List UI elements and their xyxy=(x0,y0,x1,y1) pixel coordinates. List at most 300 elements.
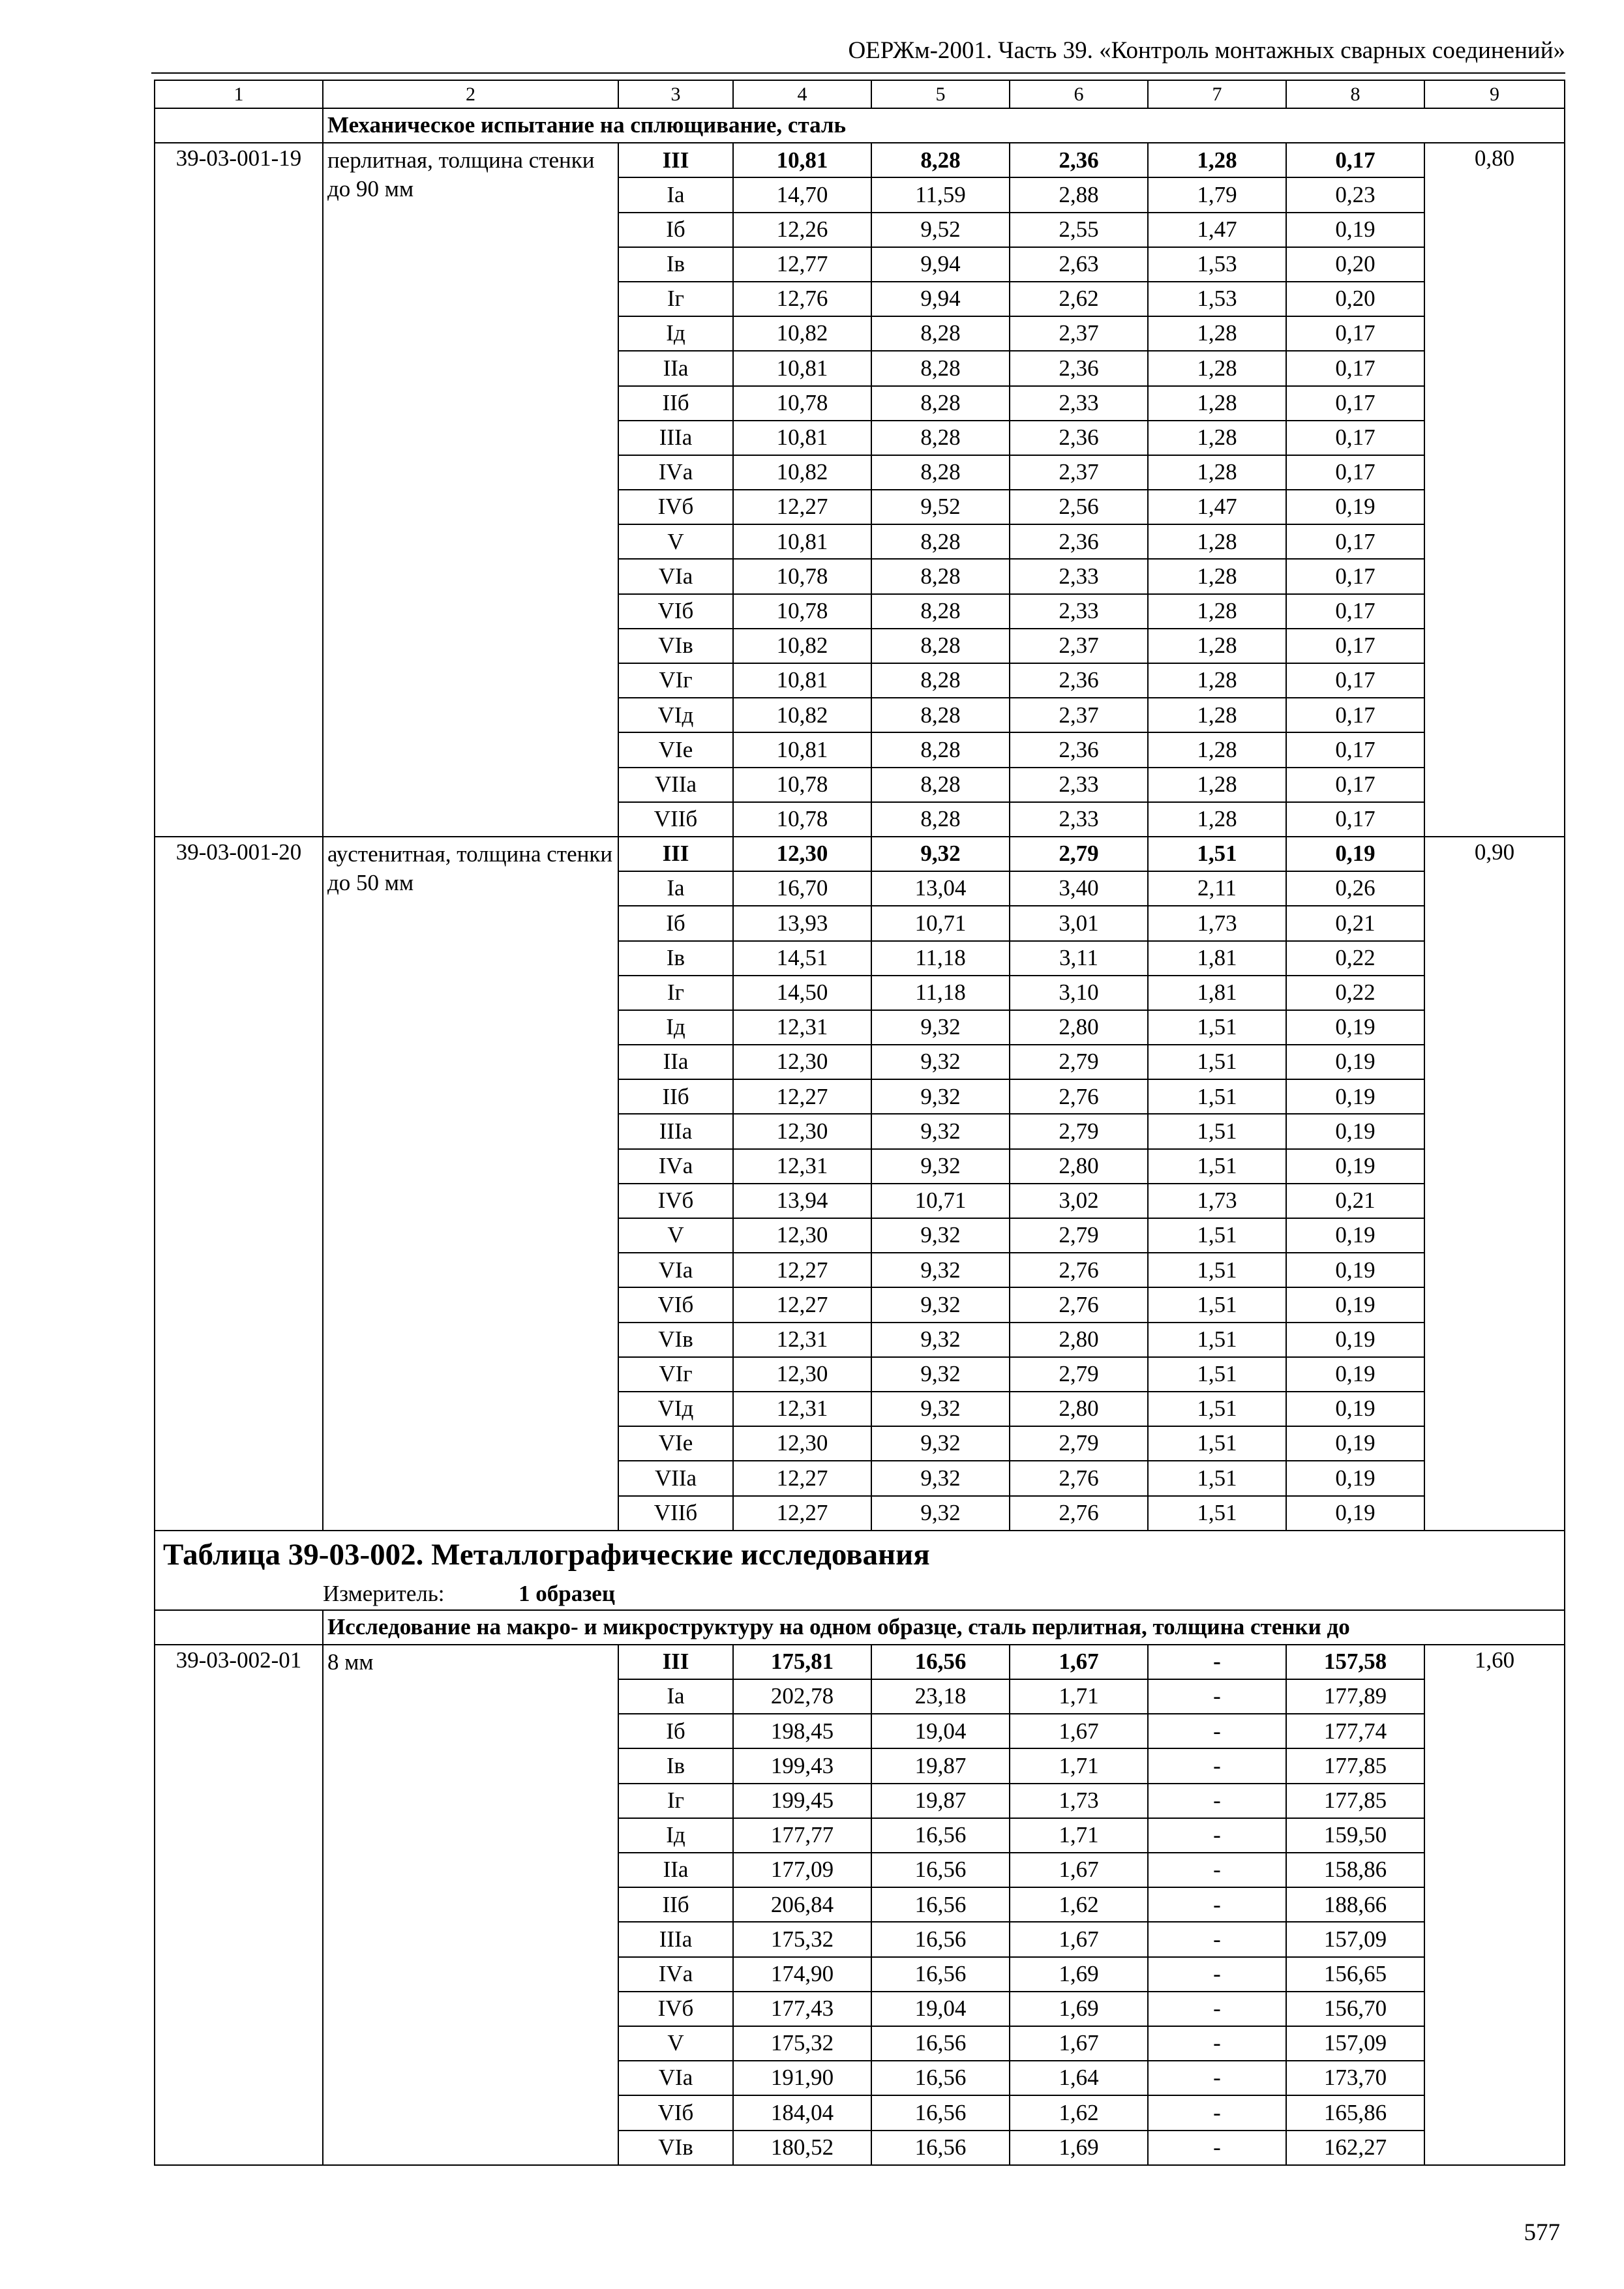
zone-cell: VIв xyxy=(618,629,733,663)
zone-cell: Iг xyxy=(618,1784,733,1818)
value-cell: 19,04 xyxy=(871,1714,1010,1748)
value-cell: 2,63 xyxy=(1010,247,1148,282)
price-table xyxy=(154,80,1565,2166)
value-cell: 9,32 xyxy=(871,1323,1010,1357)
zone-cell: VIд xyxy=(618,1392,733,1426)
value-cell: 3,11 xyxy=(1010,941,1148,976)
value-cell: 0,17 xyxy=(1286,524,1424,559)
zone-cell: VIв xyxy=(618,1323,733,1357)
value-cell: 1,28 xyxy=(1148,594,1286,629)
value-cell: - xyxy=(1148,1957,1286,1992)
value-cell: 177,09 xyxy=(733,1853,871,1887)
value-cell: 158,86 xyxy=(1286,1853,1424,1887)
value-cell: 10,82 xyxy=(733,455,871,490)
value-cell: 23,18 xyxy=(871,1679,1010,1714)
value-cell: 0,22 xyxy=(1286,976,1424,1010)
zone-cell: VIг xyxy=(618,663,733,698)
value-cell: 2,37 xyxy=(1010,455,1148,490)
value-cell: 2,36 xyxy=(1010,732,1148,767)
column-number-row xyxy=(155,80,1565,108)
value-cell: 10,81 xyxy=(733,732,871,767)
value-cell: 9,94 xyxy=(871,247,1010,282)
zone-cell: IIб xyxy=(618,1079,733,1114)
value-cell: - xyxy=(1148,2131,1286,2165)
value-cell: - xyxy=(1148,2061,1286,2095)
value-cell: 16,56 xyxy=(871,1818,1010,1853)
value-cell: 3,10 xyxy=(1010,976,1148,1010)
value-cell: 14,70 xyxy=(733,177,871,212)
value-cell: 10,78 xyxy=(733,768,871,802)
value-cell: 1,47 xyxy=(1148,490,1286,524)
section-title: Исследование на макро- и микроструктуру на одном образце, сталь перлитная, толщина стенки до xyxy=(323,1610,1565,1645)
value-cell: 0,19 xyxy=(1286,837,1424,871)
value-cell: 199,43 xyxy=(733,1748,871,1783)
value-cell: 10,81 xyxy=(733,663,871,698)
value-cell: 0,17 xyxy=(1286,768,1424,802)
value-cell: 0,20 xyxy=(1286,282,1424,316)
value-cell: 1,28 xyxy=(1148,802,1286,837)
value-cell: 1,67 xyxy=(1010,1853,1148,1887)
value-cell: 8,28 xyxy=(871,455,1010,490)
value-cell: 2,36 xyxy=(1010,421,1148,455)
column-number: 3 xyxy=(618,80,733,108)
value-cell: 1,71 xyxy=(1010,1748,1148,1783)
value-cell: 11,59 xyxy=(871,177,1010,212)
value-cell: 2,33 xyxy=(1010,802,1148,837)
value-cell: 9,32 xyxy=(871,1079,1010,1114)
zone-cell: VIа xyxy=(618,1253,733,1287)
value-cell: 0,17 xyxy=(1286,802,1424,837)
zone-cell: IVа xyxy=(618,1957,733,1992)
measure-label: Измеритель: xyxy=(323,1581,445,1607)
value-cell: 11,18 xyxy=(871,976,1010,1010)
value-cell: - xyxy=(1148,1887,1286,1922)
zone-cell: VIа xyxy=(618,559,733,593)
value-cell: 1,47 xyxy=(1148,213,1286,247)
value-cell: 0,19 xyxy=(1286,1045,1424,1079)
zone-cell: IIIа xyxy=(618,1922,733,1956)
value-cell: 9,32 xyxy=(871,837,1010,871)
value-cell: 177,43 xyxy=(733,1992,871,2026)
value-cell: 2,80 xyxy=(1010,1149,1148,1184)
value-cell: - xyxy=(1148,1645,1286,1679)
zone-cell: IVб xyxy=(618,1992,733,2026)
value-cell: 16,56 xyxy=(871,2026,1010,2061)
zone-cell: Iд xyxy=(618,1818,733,1853)
value-cell: 174,90 xyxy=(733,1957,871,1992)
value-cell: 16,70 xyxy=(733,871,871,906)
value-cell: 1,51 xyxy=(1148,1218,1286,1253)
value-cell: 8,28 xyxy=(871,629,1010,663)
zone-cell: V xyxy=(618,524,733,559)
value-cell: 16,56 xyxy=(871,2131,1010,2165)
value-cell: 2,33 xyxy=(1010,768,1148,802)
column-number: 9 xyxy=(1424,80,1565,108)
zone-cell: IVб xyxy=(618,1184,733,1218)
zone-cell: Iб xyxy=(618,906,733,940)
value-cell: 2,79 xyxy=(1010,837,1148,871)
value-cell: 2,76 xyxy=(1010,1079,1148,1114)
zone-cell: IIIа xyxy=(618,1114,733,1148)
value-cell: 14,51 xyxy=(733,941,871,976)
zone-cell: Iв xyxy=(618,247,733,282)
table-row xyxy=(155,143,1565,177)
value-cell: 0,17 xyxy=(1286,351,1424,385)
value-cell: 0,19 xyxy=(1286,213,1424,247)
zone-cell: V xyxy=(618,2026,733,2061)
value-cell: 9,32 xyxy=(871,1218,1010,1253)
header-rule xyxy=(151,72,1565,74)
value-cell: 1,69 xyxy=(1010,2131,1148,2165)
value-cell: 175,32 xyxy=(733,2026,871,2061)
value-cell: 12,30 xyxy=(733,1426,871,1461)
value-cell: 159,50 xyxy=(1286,1818,1424,1853)
value-cell: 1,28 xyxy=(1148,386,1286,421)
value-cell: 2,80 xyxy=(1010,1323,1148,1357)
value-cell: 173,70 xyxy=(1286,2061,1424,2095)
value-cell: 0,19 xyxy=(1286,490,1424,524)
value-cell: 12,76 xyxy=(733,282,871,316)
zone-cell: III xyxy=(618,143,733,177)
value-cell: 2,88 xyxy=(1010,177,1148,212)
value-cell: 9,32 xyxy=(871,1461,1010,1495)
value-cell: 156,70 xyxy=(1286,1992,1424,2026)
value-cell: 0,21 xyxy=(1286,1184,1424,1218)
value-cell: 188,66 xyxy=(1286,1887,1424,1922)
value-cell: 198,45 xyxy=(733,1714,871,1748)
zone-cell: III xyxy=(618,1645,733,1679)
value-cell: 175,32 xyxy=(733,1922,871,1956)
value-cell: 16,56 xyxy=(871,1922,1010,1956)
zone-cell: V xyxy=(618,1218,733,1253)
value-cell: 1,67 xyxy=(1010,1645,1148,1679)
value-cell: - xyxy=(1148,1818,1286,1853)
column-number: 5 xyxy=(871,80,1010,108)
value-cell: 0,19 xyxy=(1286,1079,1424,1114)
value-cell: 12,77 xyxy=(733,247,871,282)
value-cell: 2,36 xyxy=(1010,143,1148,177)
item-code: 39-03-002-01 xyxy=(155,1645,323,2165)
item-code: 39-03-001-19 xyxy=(155,143,323,837)
zone-cell: III xyxy=(618,837,733,871)
value-cell: 9,32 xyxy=(871,1114,1010,1148)
table-row xyxy=(155,1645,1565,1679)
value-cell: 180,52 xyxy=(733,2131,871,2165)
value-cell: 175,81 xyxy=(733,1645,871,1679)
value-cell: 1,64 xyxy=(1010,2061,1148,2095)
value-cell: 8,28 xyxy=(871,316,1010,351)
zone-cell: Iв xyxy=(618,1748,733,1783)
section-row xyxy=(155,108,1565,143)
column-number: 7 xyxy=(1148,80,1286,108)
item-name: аустенитная, толщина стенки до 50 мм xyxy=(323,837,618,1531)
value-cell: 0,17 xyxy=(1286,386,1424,421)
value-cell: 1,71 xyxy=(1010,1818,1148,1853)
value-cell: 12,30 xyxy=(733,837,871,871)
value-cell: 9,32 xyxy=(871,1253,1010,1287)
value-cell: 10,78 xyxy=(733,386,871,421)
zone-cell: VIб xyxy=(618,594,733,629)
zone-cell: VIб xyxy=(618,2095,733,2130)
column-number: 1 xyxy=(155,80,323,108)
zone-cell: Iд xyxy=(618,316,733,351)
value-cell: 2,33 xyxy=(1010,594,1148,629)
value-cell: 1,69 xyxy=(1010,1957,1148,1992)
value-cell: 12,31 xyxy=(733,1392,871,1426)
value-cell: 1,51 xyxy=(1148,1114,1286,1148)
column-number: 4 xyxy=(733,80,871,108)
zone-cell: VIIа xyxy=(618,768,733,802)
value-cell: 8,28 xyxy=(871,421,1010,455)
value-cell: 9,32 xyxy=(871,1149,1010,1184)
value-cell: 1,62 xyxy=(1010,1887,1148,1922)
value-cell: 9,32 xyxy=(871,1392,1010,1426)
value-cell: 2,11 xyxy=(1148,871,1286,906)
zone-cell: IVб xyxy=(618,490,733,524)
value-cell: 1,81 xyxy=(1148,976,1286,1010)
value-cell: 16,56 xyxy=(871,1957,1010,1992)
value-cell: 9,94 xyxy=(871,282,1010,316)
value-cell: 2,80 xyxy=(1010,1010,1148,1045)
value-cell: 1,51 xyxy=(1148,1079,1286,1114)
zone-cell: Iа xyxy=(618,1679,733,1714)
value-cell: 1,73 xyxy=(1148,906,1286,940)
zone-cell: VIа xyxy=(618,2061,733,2095)
value-cell: 199,45 xyxy=(733,1784,871,1818)
value-cell: 1,28 xyxy=(1148,732,1286,767)
section-row xyxy=(155,1610,1565,1645)
value-cell: 0,19 xyxy=(1286,1426,1424,1461)
value-cell: 157,09 xyxy=(1286,2026,1424,2061)
column-number: 8 xyxy=(1286,80,1424,108)
page-header: ОЕРЖм-2001. Часть 39. «Контроль монтажных сварных соединений» xyxy=(848,37,1565,64)
zone-cell: VIIа xyxy=(618,1461,733,1495)
value-cell: 1,28 xyxy=(1148,768,1286,802)
value-cell: 9,32 xyxy=(871,1045,1010,1079)
value-cell: 3,02 xyxy=(1010,1184,1148,1218)
value-cell: 12,31 xyxy=(733,1323,871,1357)
value-cell: 0,19 xyxy=(1286,1461,1424,1495)
zone-cell: Iг xyxy=(618,976,733,1010)
value-cell: 0,19 xyxy=(1286,1392,1424,1426)
value-cell: 0,17 xyxy=(1286,559,1424,593)
value-cell: 8,28 xyxy=(871,351,1010,385)
value-cell: 8,28 xyxy=(871,524,1010,559)
value-cell: 8,28 xyxy=(871,698,1010,732)
value-cell: 157,58 xyxy=(1286,1645,1424,1679)
value-cell: 1,73 xyxy=(1010,1784,1148,1818)
value-cell: 0,17 xyxy=(1286,663,1424,698)
value-cell: 16,56 xyxy=(871,2095,1010,2130)
value-cell: - xyxy=(1148,1679,1286,1714)
value-cell: 12,30 xyxy=(733,1357,871,1392)
zone-cell: Iб xyxy=(618,1714,733,1748)
value-cell: 14,50 xyxy=(733,976,871,1010)
value-cell: 191,90 xyxy=(733,2061,871,2095)
value-cell: 1,51 xyxy=(1148,1149,1286,1184)
value-cell: 10,82 xyxy=(733,698,871,732)
value-cell: 2,36 xyxy=(1010,524,1148,559)
value-cell: 1,28 xyxy=(1148,421,1286,455)
value-cell: 12,31 xyxy=(733,1010,871,1045)
value-cell: 1,51 xyxy=(1148,1045,1286,1079)
value-cell: 1,73 xyxy=(1148,1184,1286,1218)
table-title-row xyxy=(155,1531,1565,1579)
value-cell: 10,78 xyxy=(733,594,871,629)
value-cell: 2,33 xyxy=(1010,386,1148,421)
zone-cell: IVа xyxy=(618,455,733,490)
zone-cell: VIд xyxy=(618,698,733,732)
value-cell: 12,30 xyxy=(733,1114,871,1148)
value-cell: 162,27 xyxy=(1286,2131,1424,2165)
value-cell: 1,62 xyxy=(1010,2095,1148,2130)
value-cell: 1,51 xyxy=(1148,1323,1286,1357)
value-cell: 0,19 xyxy=(1286,1357,1424,1392)
coefficient-cell: 1,60 xyxy=(1424,1645,1565,2165)
zone-cell: IIб xyxy=(618,386,733,421)
zone-cell: IIа xyxy=(618,1045,733,1079)
value-cell: 202,78 xyxy=(733,1679,871,1714)
value-cell: 0,20 xyxy=(1286,247,1424,282)
value-cell: 0,19 xyxy=(1286,1149,1424,1184)
value-cell: 16,56 xyxy=(871,1853,1010,1887)
value-cell: - xyxy=(1148,1853,1286,1887)
value-cell: 1,28 xyxy=(1148,455,1286,490)
value-cell: 8,28 xyxy=(871,663,1010,698)
value-cell: 2,37 xyxy=(1010,316,1148,351)
value-cell: 8,28 xyxy=(871,143,1010,177)
value-cell: 9,32 xyxy=(871,1496,1010,1531)
value-cell: 2,33 xyxy=(1010,559,1148,593)
value-cell: 0,19 xyxy=(1286,1323,1424,1357)
value-cell: 1,51 xyxy=(1148,1496,1286,1531)
zone-cell: Iа xyxy=(618,177,733,212)
value-cell: 2,37 xyxy=(1010,698,1148,732)
value-cell: 1,71 xyxy=(1010,1679,1148,1714)
zone-cell: Iд xyxy=(618,1010,733,1045)
value-cell: 19,87 xyxy=(871,1784,1010,1818)
value-cell: 1,67 xyxy=(1010,1922,1148,1956)
value-cell: 1,28 xyxy=(1148,316,1286,351)
value-cell: 1,51 xyxy=(1148,1357,1286,1392)
value-cell: 8,28 xyxy=(871,594,1010,629)
value-cell: 8,28 xyxy=(871,768,1010,802)
value-cell: 3,01 xyxy=(1010,906,1148,940)
value-cell: 2,79 xyxy=(1010,1218,1148,1253)
value-cell: - xyxy=(1148,1922,1286,1956)
value-cell: 156,65 xyxy=(1286,1957,1424,1992)
value-cell: 0,17 xyxy=(1286,629,1424,663)
value-cell: 1,28 xyxy=(1148,524,1286,559)
coefficient-cell: 0,80 xyxy=(1424,143,1565,837)
zone-cell: IIIа xyxy=(618,421,733,455)
value-cell: 184,04 xyxy=(733,2095,871,2130)
value-cell: 8,28 xyxy=(871,559,1010,593)
value-cell: 12,27 xyxy=(733,1287,871,1322)
value-cell: 0,17 xyxy=(1286,698,1424,732)
measure-value: 1 образец xyxy=(519,1581,615,1607)
value-cell: 177,85 xyxy=(1286,1748,1424,1783)
value-cell: 1,28 xyxy=(1148,663,1286,698)
value-cell: 0,17 xyxy=(1286,455,1424,490)
value-cell: 2,76 xyxy=(1010,1496,1148,1531)
value-cell: 2,62 xyxy=(1010,282,1148,316)
measure-row xyxy=(155,1579,1565,1610)
value-cell: 16,56 xyxy=(871,1887,1010,1922)
value-cell: 206,84 xyxy=(733,1887,871,1922)
value-cell: 13,93 xyxy=(733,906,871,940)
value-cell: 2,79 xyxy=(1010,1357,1148,1392)
value-cell: 12,27 xyxy=(733,1496,871,1531)
value-cell: 1,51 xyxy=(1148,837,1286,871)
value-cell: 2,76 xyxy=(1010,1287,1148,1322)
value-cell: 1,51 xyxy=(1148,1426,1286,1461)
page-number: 577 xyxy=(1524,2219,1560,2246)
value-cell: 1,67 xyxy=(1010,2026,1148,2061)
value-cell: 1,28 xyxy=(1148,698,1286,732)
value-cell: 13,04 xyxy=(871,871,1010,906)
zone-cell: Iв xyxy=(618,941,733,976)
zone-cell: VIв xyxy=(618,2131,733,2165)
value-cell: - xyxy=(1148,1784,1286,1818)
value-cell: 0,17 xyxy=(1286,594,1424,629)
value-cell: 1,69 xyxy=(1010,1992,1148,2026)
value-cell: 3,40 xyxy=(1010,871,1148,906)
value-cell: 0,23 xyxy=(1286,177,1424,212)
zone-cell: VIе xyxy=(618,1426,733,1461)
value-cell: 0,19 xyxy=(1286,1114,1424,1148)
value-cell: 13,94 xyxy=(733,1184,871,1218)
value-cell: 0,17 xyxy=(1286,143,1424,177)
value-cell: 8,28 xyxy=(871,802,1010,837)
value-cell: 0,19 xyxy=(1286,1218,1424,1253)
value-cell: 10,82 xyxy=(733,316,871,351)
value-cell: 1,53 xyxy=(1148,282,1286,316)
value-cell: 2,36 xyxy=(1010,663,1148,698)
value-cell: 0,26 xyxy=(1286,871,1424,906)
value-cell: 12,27 xyxy=(733,1461,871,1495)
value-cell: 16,56 xyxy=(871,1645,1010,1679)
value-cell: - xyxy=(1148,1714,1286,1748)
value-cell: 2,36 xyxy=(1010,351,1148,385)
zone-cell: VIе xyxy=(618,732,733,767)
value-cell: 10,81 xyxy=(733,351,871,385)
zone-cell: Iг xyxy=(618,282,733,316)
table-title: Таблица 39-03-002. Металлографические исследования xyxy=(155,1531,1565,1579)
value-cell: 9,52 xyxy=(871,213,1010,247)
value-cell: 9,32 xyxy=(871,1426,1010,1461)
value-cell: 0,21 xyxy=(1286,906,1424,940)
value-cell: 0,17 xyxy=(1286,421,1424,455)
value-cell: 2,37 xyxy=(1010,629,1148,663)
value-cell: - xyxy=(1148,1992,1286,2026)
value-cell: 177,85 xyxy=(1286,1784,1424,1818)
value-cell: 2,79 xyxy=(1010,1114,1148,1148)
value-cell: 10,71 xyxy=(871,1184,1010,1218)
value-cell: 1,51 xyxy=(1148,1253,1286,1287)
value-cell: 0,17 xyxy=(1286,316,1424,351)
value-cell: 177,74 xyxy=(1286,1714,1424,1748)
value-cell: - xyxy=(1148,1748,1286,1783)
value-cell: 12,30 xyxy=(733,1045,871,1079)
item-name: 8 мм xyxy=(323,1645,618,2165)
value-cell: 2,76 xyxy=(1010,1253,1148,1287)
value-cell: 11,18 xyxy=(871,941,1010,976)
value-cell: 1,28 xyxy=(1148,629,1286,663)
value-cell: - xyxy=(1148,2095,1286,2130)
value-cell: 19,87 xyxy=(871,1748,1010,1783)
zone-cell: Iб xyxy=(618,213,733,247)
